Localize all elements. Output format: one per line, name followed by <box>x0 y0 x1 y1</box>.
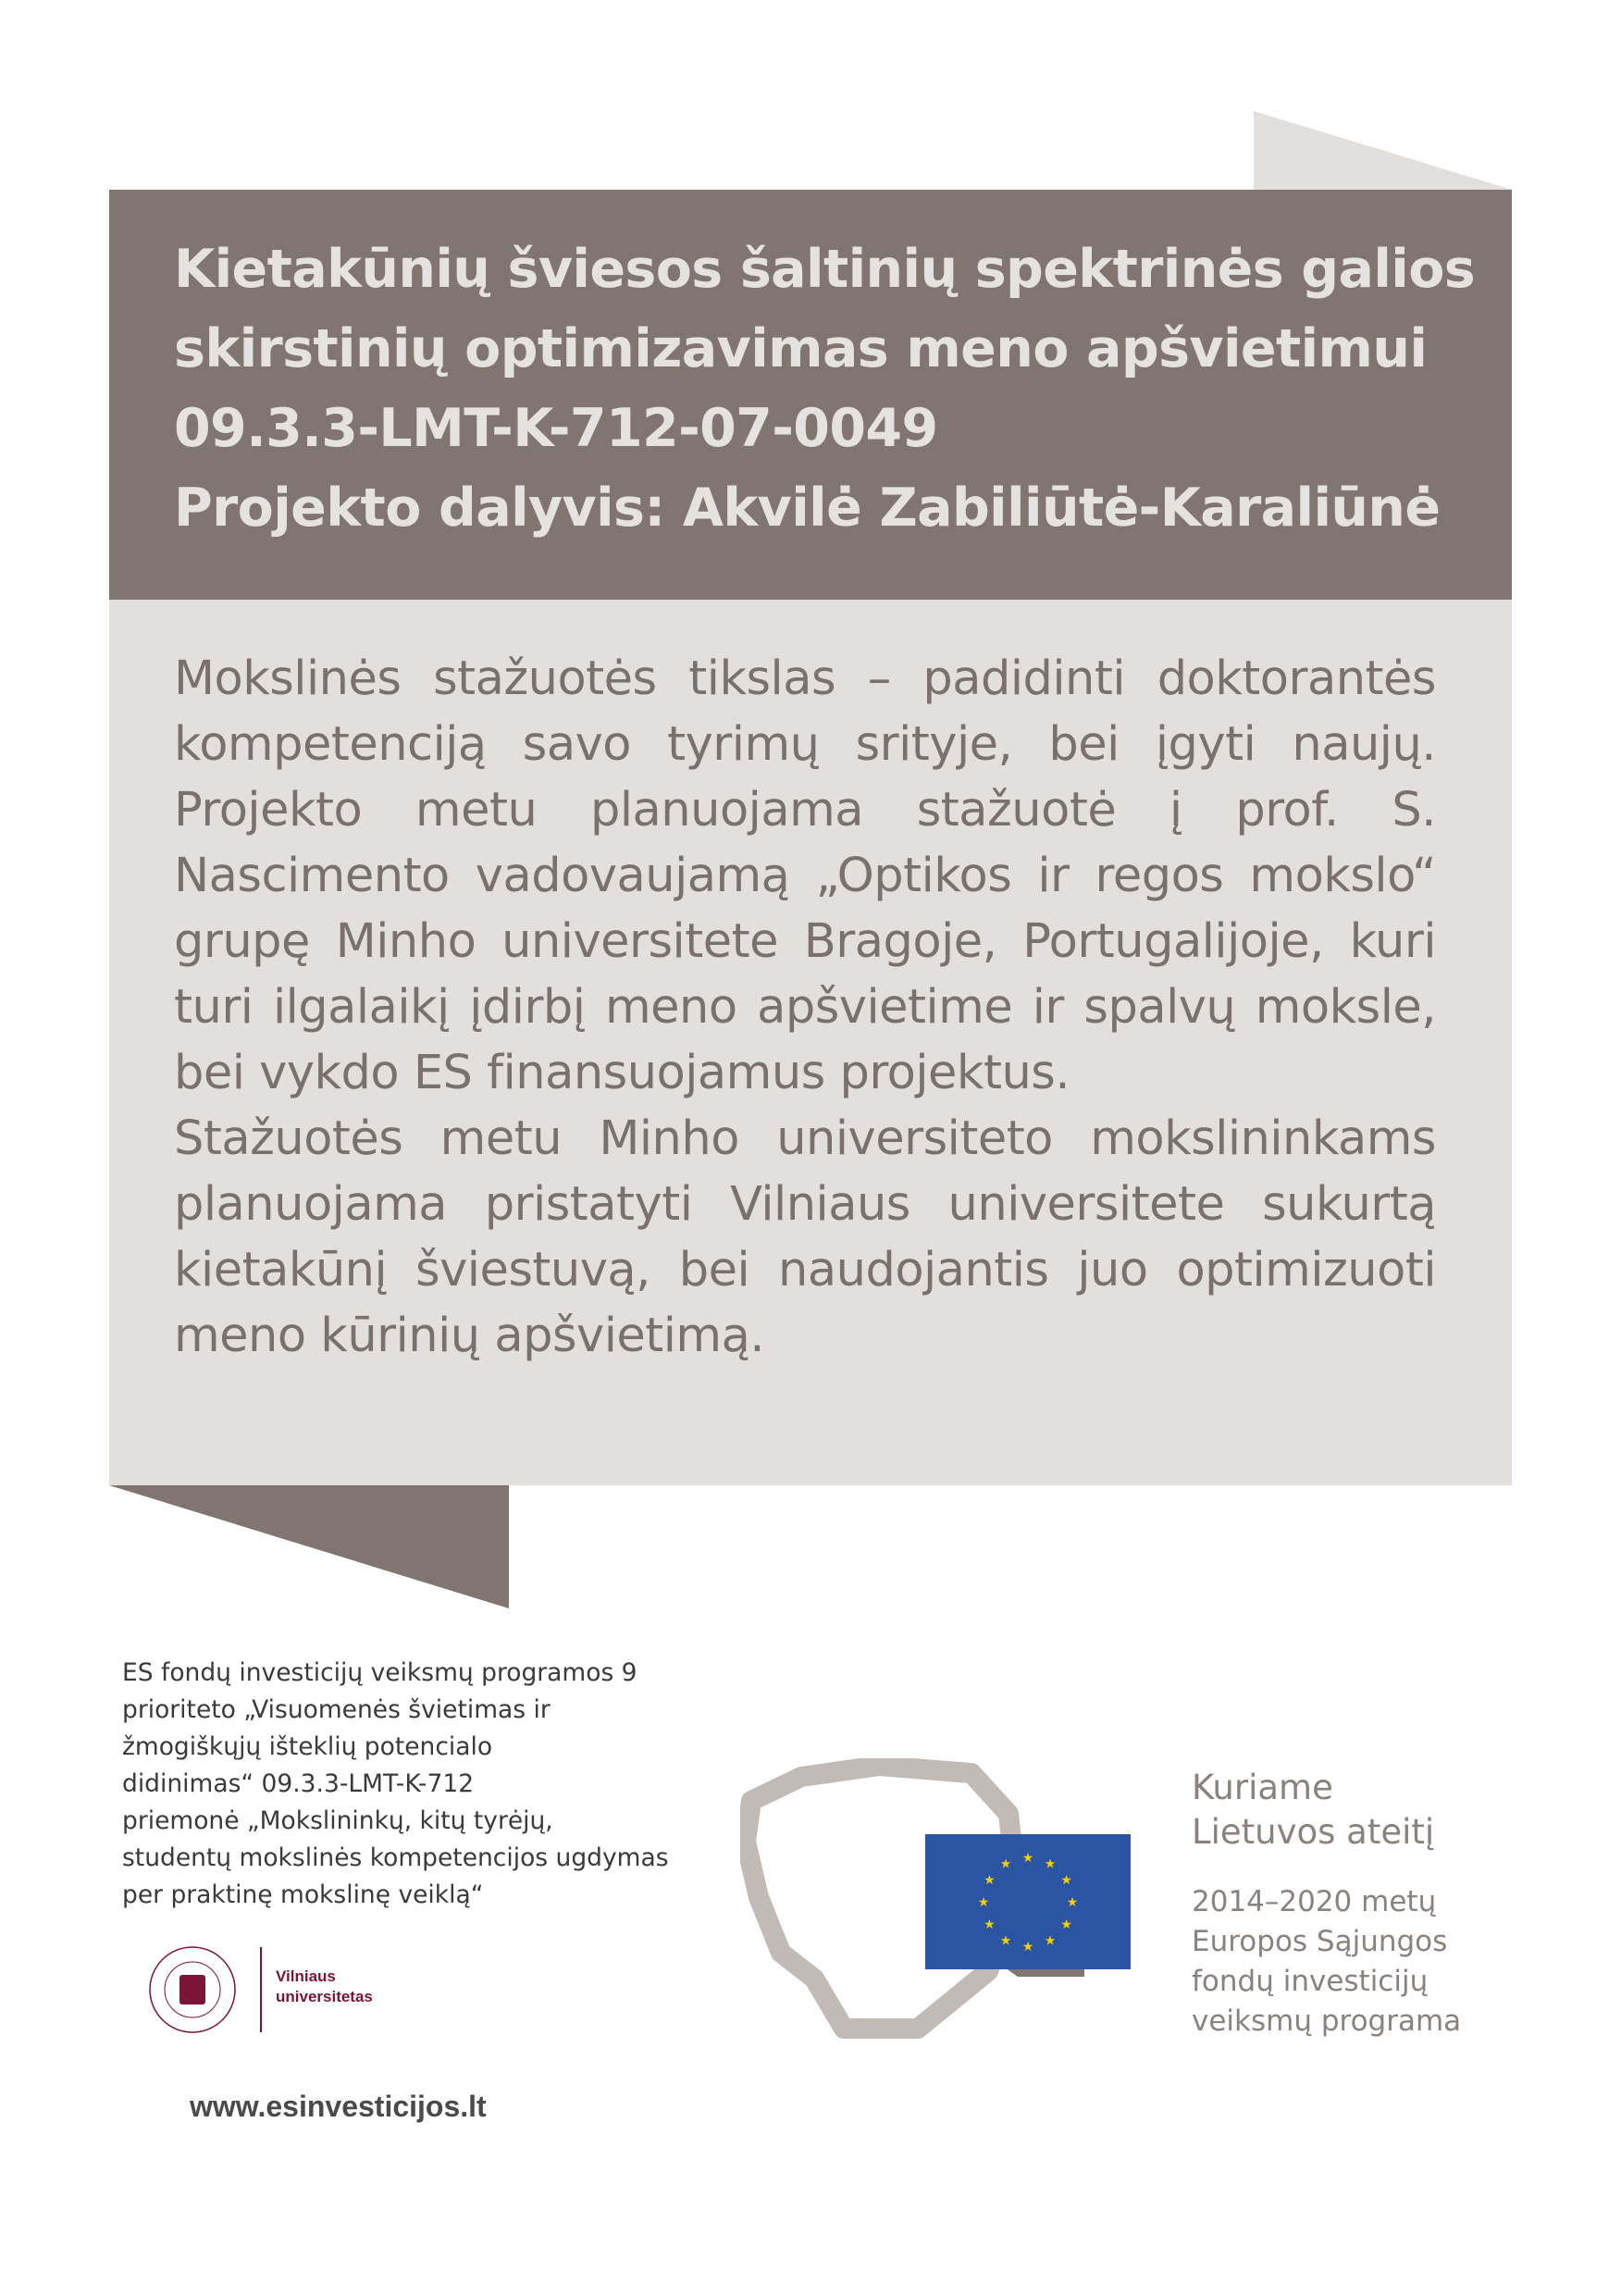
seal-shield-icon <box>179 1975 205 2004</box>
eu-star-icon: ★ <box>1060 1917 1072 1931</box>
university-name-line: universitetas <box>276 1988 373 2005</box>
description-paragraph: Stažuotės metu Minho universiteto mokslininkams planuojama pristatyti Vilniaus universitete sukurtą kietakūnį šviestuvą, bei naudojantis juo optimizuoti meno kūrinių apšvietimą. <box>174 1111 1436 1363</box>
top-right-fold <box>1254 111 1512 190</box>
eu-star-icon: ★ <box>1021 1850 1034 1865</box>
university-name <box>276 1967 373 2007</box>
funding-line: didinimas“ 09.3.3-LMT-K-712 <box>122 1769 475 1798</box>
program-name <box>1192 1882 1461 2042</box>
program-line: fondų investicijų <box>1192 1965 1429 1998</box>
funding-line: ES fondų investicijų veiksmų programos 9 <box>122 1658 637 1687</box>
eu-star-icon: ★ <box>1021 1939 1034 1954</box>
eu-star-icon: ★ <box>1044 1855 1057 1871</box>
description-paragraph: Mokslinės stažuotės tikslas – padidinti doktorantės kompetenciją savo tyrimų srityje, bei įgyti naujų. Projekto metu planuojama stažuotė į prof. S. Nascimento vadovaujamą „Optikos ir regos mokslo“ grupę Minho universitete Bragoje, Portugalijoje, kuri turi ilgalaikį įdirbį meno apšvietime ir spalvų moksle, bei vykdo ES finansuojamus projektus. <box>174 652 1436 1100</box>
eu-star-icon: ★ <box>1060 1872 1072 1887</box>
slogan-line: Kuriame <box>1192 1768 1333 1807</box>
eu-star-icon: ★ <box>1044 1932 1057 1948</box>
eu-lithuania-logo <box>740 1758 1147 2054</box>
website-link[interactable]: www.esinvesticijos.lt <box>190 2090 487 2123</box>
project-code: 09.3.3-LMT-K-712-07-0049 <box>174 398 938 459</box>
bottom-left-fold <box>109 1485 509 1608</box>
eu-star-icon: ★ <box>984 1872 996 1887</box>
project-title <box>174 230 1476 548</box>
funding-line: per praktinę mokslinę veiklą“ <box>122 1880 484 1909</box>
eu-star-icon: ★ <box>999 1932 1012 1948</box>
funding-line: studentų mokslinės kompetencijos ugdymas <box>122 1843 669 1872</box>
program-line: Europos Sąjungos <box>1192 1925 1448 1958</box>
funding-line: žmogiškųjų išteklių potencialo <box>122 1732 493 1761</box>
eu-star-icon: ★ <box>1066 1894 1079 1909</box>
title-line: skirstinių optimizavimas meno apšvietimui <box>174 318 1428 379</box>
funding-line: priemonė „Mokslininkų, kitų tyrėjų, <box>122 1806 553 1835</box>
description-text <box>174 646 1436 1369</box>
slogan-line: Lietuvos ateitį <box>1192 1812 1435 1852</box>
program-line: veiksmų programa <box>1192 2004 1462 2038</box>
title-line: Kietakūnių šviesos šaltinių spektrinės galios <box>174 239 1476 300</box>
funding-statement <box>122 1655 696 1914</box>
eu-star-icon: ★ <box>984 1917 996 1931</box>
funding-line: prioriteto „Visuomenės švietimas ir <box>122 1695 551 1724</box>
eu-star-icon: ★ <box>977 1894 990 1909</box>
slogan <box>1192 1766 1434 1855</box>
university-name-line: Vilniaus <box>276 1967 336 1985</box>
program-line: 2014–2020 metų <box>1192 1885 1437 1918</box>
project-participant: Projekto dalyvis: Akvilė Zabiliūtė-Karaliūnė <box>174 478 1441 539</box>
eu-star-icon: ★ <box>999 1855 1012 1871</box>
